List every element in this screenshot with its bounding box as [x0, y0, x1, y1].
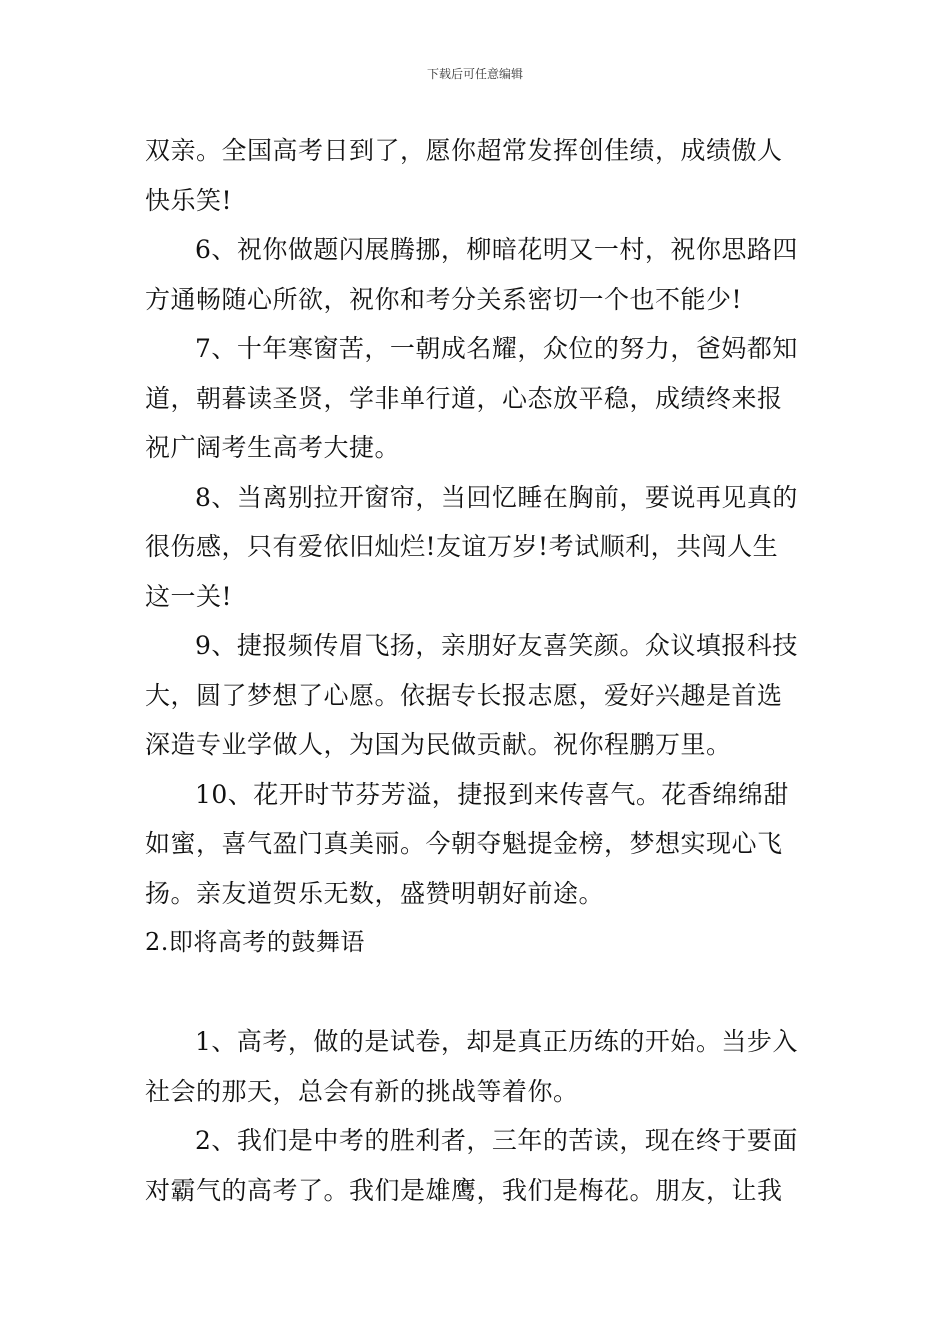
section-heading: 2.即将高考的鼓舞语	[145, 928, 365, 956]
text-line: 社会的那天，总会有新的挑战等着你。	[145, 1076, 579, 1106]
paragraph-1-start: 1、高考，做的是试卷，却是真正历练的开始。当步入	[195, 1027, 798, 1056]
paragraph-6-start: 6、祝你做题闪展腾挪，柳暗花明又一村，祝你思路四	[195, 235, 798, 264]
text-line: 道，朝暮读圣贤，学非单行道，心态放平稳，成绩终来报	[145, 383, 783, 413]
paragraph-8-start: 8、当离别拉开窗帘，当回忆睡在胸前，要说再见真的	[195, 482, 798, 512]
text-line: 扬。亲友道贺乐无数，盛赞明朝好前途。	[145, 878, 605, 908]
paragraph-7-start: 7、十年寒窗苦，一朝成名耀，众位的努力，爸妈都知	[195, 334, 798, 363]
document-body	[145, 126, 815, 1215]
paragraph-2-start: 2、我们是中考的胜利者，三年的苦读，现在终于要面	[195, 1126, 798, 1155]
text-line: 双亲。全国高考日到了，愿你超常发挥创佳绩，成绩傲人	[145, 136, 783, 165]
blank-gap	[145, 968, 815, 1018]
text-line: 方通畅随心所欲，祝你和考分关系密切一个也不能少!	[145, 284, 743, 314]
page-header: 下载后可任意编辑	[426, 67, 523, 81]
text-line: 如蜜，喜气盈门真美丽。今朝夺魁提金榜，梦想实现心飞	[145, 829, 783, 858]
text-line: 这一关!	[145, 581, 233, 611]
text-line: 对霸气的高考了。我们是雄鹰，我们是梅花。朋友，让我	[145, 1175, 783, 1205]
text-line: 快乐笑!	[145, 185, 233, 215]
text-line: 很伤感，只有爱依旧灿烂!友谊万岁!考试顺利，共闯人生	[145, 532, 779, 561]
paragraph-9-start: 9、捷报频传眉飞扬，亲朋好友喜笑颜。众议填报科技	[195, 631, 798, 660]
text-line: 深造专业学做人，为国为民做贡献。祝你程鹏万里。	[145, 730, 732, 759]
text-line: 祝广阔考生高考大捷。	[145, 433, 401, 462]
text-line: 大，圆了梦想了心愿。依据专长报志愿，爱好兴趣是首选	[145, 680, 783, 710]
paragraph-10-start: 10、花开时节芬芳溢，捷报到来传喜气。花香绵绵甜	[195, 779, 789, 809]
